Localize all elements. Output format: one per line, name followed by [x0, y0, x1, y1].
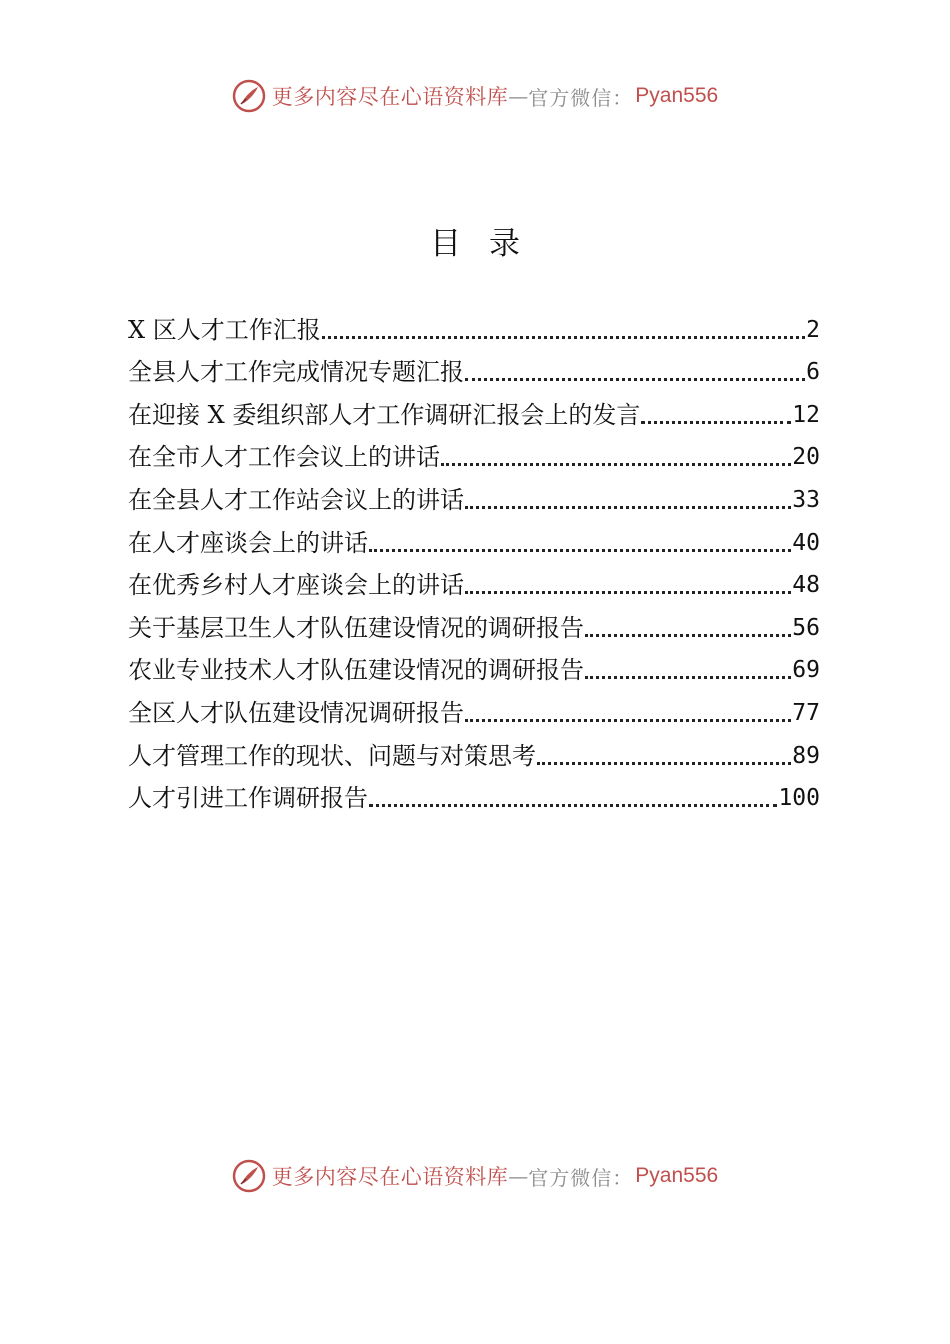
banner-wechat-id: Pyan556	[635, 84, 719, 107]
toc-dot-leader	[537, 762, 791, 765]
banner-wechat-id: Pyan556	[635, 1164, 719, 1187]
banner-separator: —	[508, 84, 529, 108]
toc-dot-leader	[641, 421, 791, 424]
toc-entry[interactable]	[128, 472, 820, 515]
footer-banner	[0, 1154, 950, 1198]
toc-dot-leader	[465, 378, 805, 381]
toc-entry-title: 在全县人才工作站会议上的讲话	[128, 485, 464, 514]
toc-entry-page: 6	[806, 359, 820, 386]
toc-entry-page: 56	[792, 614, 820, 641]
toc-entry-page: 40	[792, 529, 820, 556]
toc-entry-page: 48	[792, 572, 820, 599]
toc-entry[interactable]	[128, 345, 820, 388]
toc-list	[128, 302, 820, 813]
toc-entry-title: 人才引进工作调研报告	[128, 784, 368, 813]
header-banner	[0, 74, 950, 118]
toc-entry[interactable]	[128, 771, 820, 814]
banner-slogan: 更多内容尽在心语资料库	[271, 1165, 509, 1189]
toc-entry-page: 12	[792, 401, 820, 428]
toc-dot-leader	[585, 676, 791, 679]
toc-title: 目录	[430, 226, 548, 262]
toc-dot-leader	[369, 549, 791, 552]
toc-entry-page: 2	[806, 316, 820, 343]
toc-dot-leader	[465, 719, 791, 722]
toc-entry-page: 33	[792, 486, 820, 513]
toc-entry[interactable]	[128, 430, 820, 473]
toc-entry-title: 全区人才队伍建设情况调研报告	[128, 698, 464, 727]
toc-entry[interactable]	[128, 728, 820, 771]
toc-entry-page: 77	[792, 699, 820, 726]
toc-entry-page: 100	[778, 785, 820, 812]
toc-entry-page: 89	[792, 742, 820, 769]
toc-entry[interactable]	[128, 558, 820, 601]
toc-entry-page: 20	[792, 444, 820, 471]
toc-entry-title: 在优秀乡村人才座谈会上的讲话	[128, 571, 464, 600]
toc-entry[interactable]	[128, 302, 820, 345]
toc-dot-leader	[465, 591, 791, 594]
quill-pen-logo-icon	[232, 1159, 266, 1193]
toc-entry[interactable]	[128, 515, 820, 558]
toc-dot-leader	[585, 634, 791, 637]
banner-slogan: 更多内容尽在心语资料库	[271, 85, 509, 109]
toc-entry-title: X 区人才工作汇报	[128, 315, 321, 344]
toc-entry[interactable]	[128, 685, 820, 728]
toc-entry-title: 在全市人才工作会议上的讲话	[128, 443, 440, 472]
toc-entry[interactable]	[128, 600, 820, 643]
toc-entry-title: 在人才座谈会上的讲话	[128, 528, 368, 557]
toc-entry-title: 全县人才工作完成情况专题汇报	[128, 358, 464, 387]
toc-dot-leader	[465, 506, 791, 509]
toc-dot-leader	[369, 804, 777, 807]
banner-wechat-label: 官方微信：	[528, 85, 634, 110]
toc-dot-leader	[322, 336, 805, 339]
banner-separator: —	[508, 1164, 529, 1188]
banner-wechat-label: 官方微信：	[528, 1165, 634, 1190]
toc-dot-leader	[441, 463, 791, 466]
toc-entry-title: 在迎接 X 委组织部人才工作调研汇报会上的发言	[128, 400, 641, 429]
toc-entry-title: 农业专业技术人才队伍建设情况的调研报告	[128, 656, 584, 685]
quill-pen-logo-icon	[232, 79, 266, 113]
toc-entry[interactable]	[128, 387, 820, 430]
toc-entry-title: 人才管理工作的现状、问题与对策思考	[128, 741, 536, 770]
toc-entry-page: 69	[792, 657, 820, 684]
toc-entry-title: 关于基层卫生人才队伍建设情况的调研报告	[128, 613, 584, 642]
toc-entry[interactable]	[128, 643, 820, 686]
